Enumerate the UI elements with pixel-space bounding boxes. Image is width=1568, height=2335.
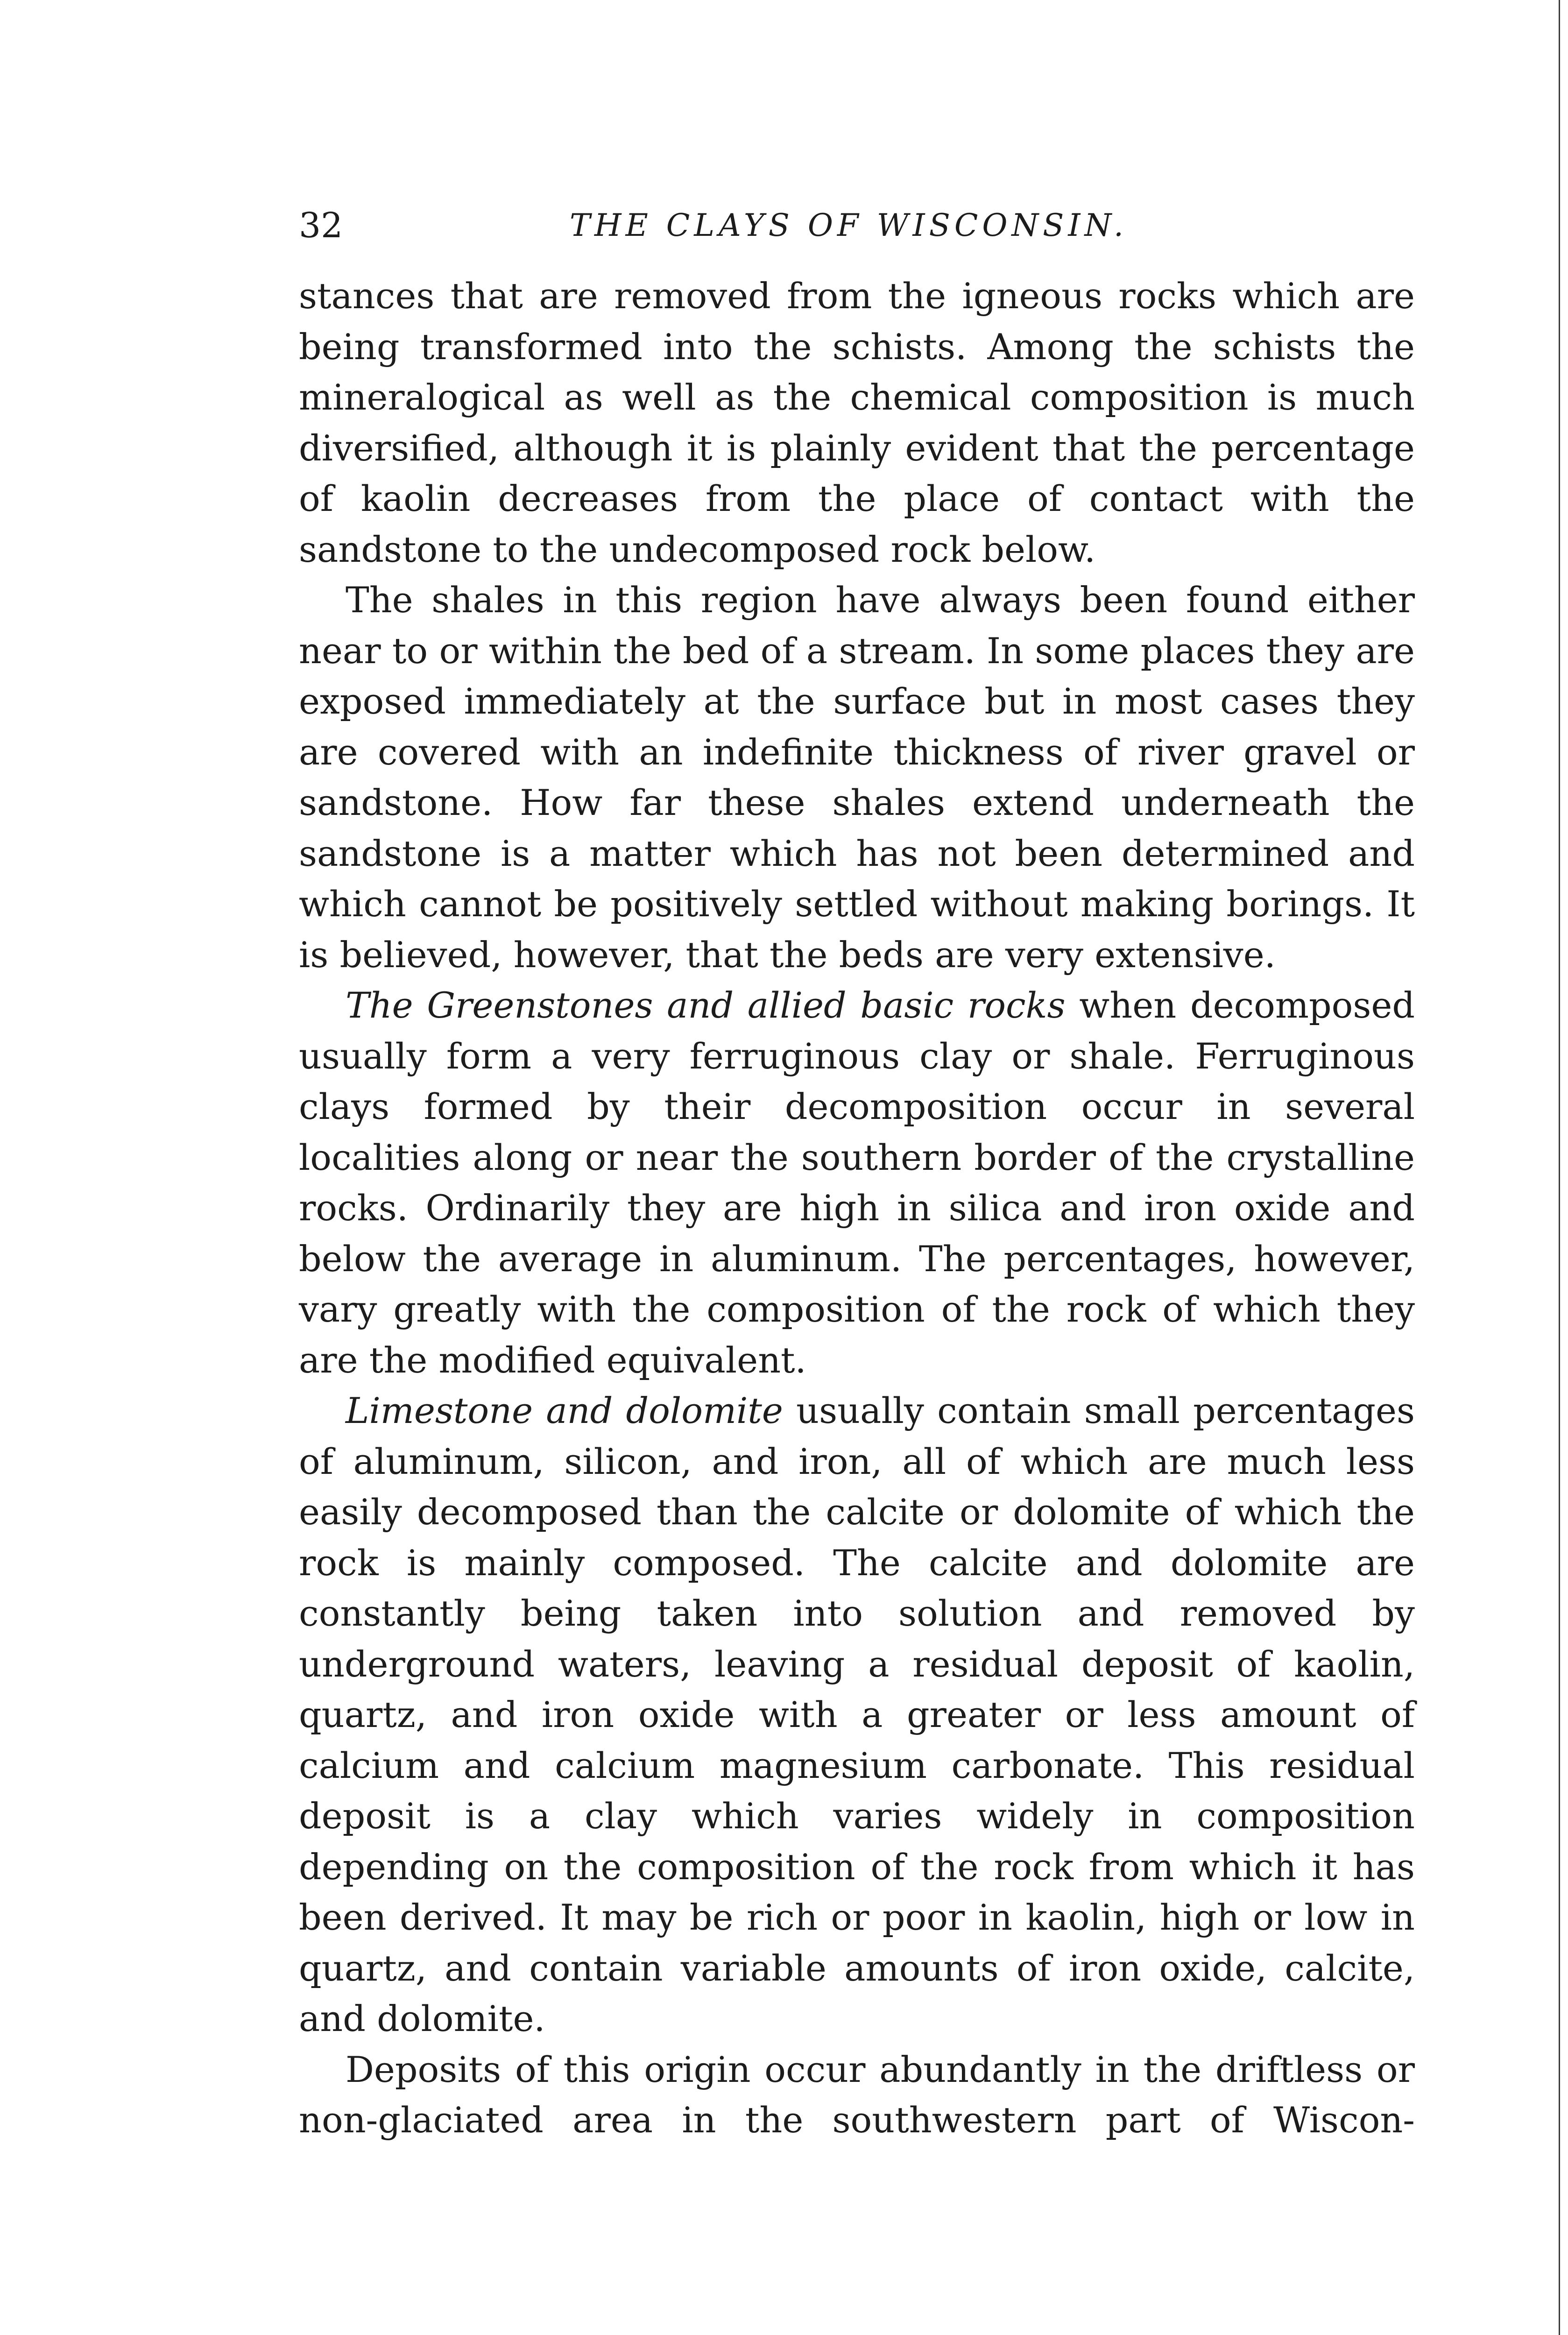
scan-edge-line bbox=[1559, 0, 1560, 2335]
paragraph-3 bbox=[299, 980, 1415, 1386]
running-title: THE CLAYS OF WISCONSIN. bbox=[570, 207, 1128, 243]
paragraph-4-text: usually contain small percentages of aluminum, silicon, and iron, all of which are much less easily decomposed than the calcite or dolomite of which the rock is mainly composed. The calcite and dolomite are constantly being taken into solution and removed by underground waters, leaving a residual deposit of kaolin, quartz, and iron oxide with a greater or less amount of calcium and calcium magnesium carbonate. This residual deposit is a clay which varies widely in composition depending on the composition of the rock from which it has been derived. It may be rich or poor in kaolin, high or low in quartz, and contain variable amounts of iron oxide, calcite, and dolomite. bbox=[299, 1390, 1415, 2039]
paragraph-5: Deposits of this origin occur abundantly in the driftless or non-glaciated area in the southwestern part of Wiscon- bbox=[299, 2048, 1415, 2141]
page-number: 32 bbox=[299, 205, 343, 246]
paragraph-3-text: when decomposed usually form a very ferruginous clay or shale. Ferruginous clays formed by their decomposition occur in several localities along or near the southern border of the crystalline rocks. Ordinarily they are high in silica and iron oxide and below the average in aluminum. The percentages, however, vary greatly with the composition of the rock of which they are the modified equivalent. bbox=[299, 984, 1415, 1381]
paragraph-4-lead: Limestone and dolomite bbox=[346, 1390, 783, 1431]
paragraph-4 bbox=[299, 1386, 1415, 2045]
body-text bbox=[299, 271, 1415, 2146]
paragraph-1: stances that are removed from the igneous rocks which are being transformed into the schists. Among the schists the mineralogical as well as the chemical composition is much diversified, although it is plainly evident that the percentage of kaolin decreases from the place of contact with the sandstone to the undecomposed rock below. bbox=[299, 275, 1415, 570]
paragraph-2: The shales in this region have always been found either near to or within the bed of a stream. In some places they are exposed immediately at the surface but in most cases they are covered with an indefinite thickness of river gravel or sandstone. How far these shales extend underneath the sandstone is a matter which has not been determined and which cannot be positively settled without making borings. It is believed, however, that the beds are very extensive. bbox=[299, 579, 1415, 976]
page-header bbox=[299, 200, 1420, 251]
paragraph-3-lead: The Greenstones and allied basic rocks bbox=[346, 984, 1066, 1026]
